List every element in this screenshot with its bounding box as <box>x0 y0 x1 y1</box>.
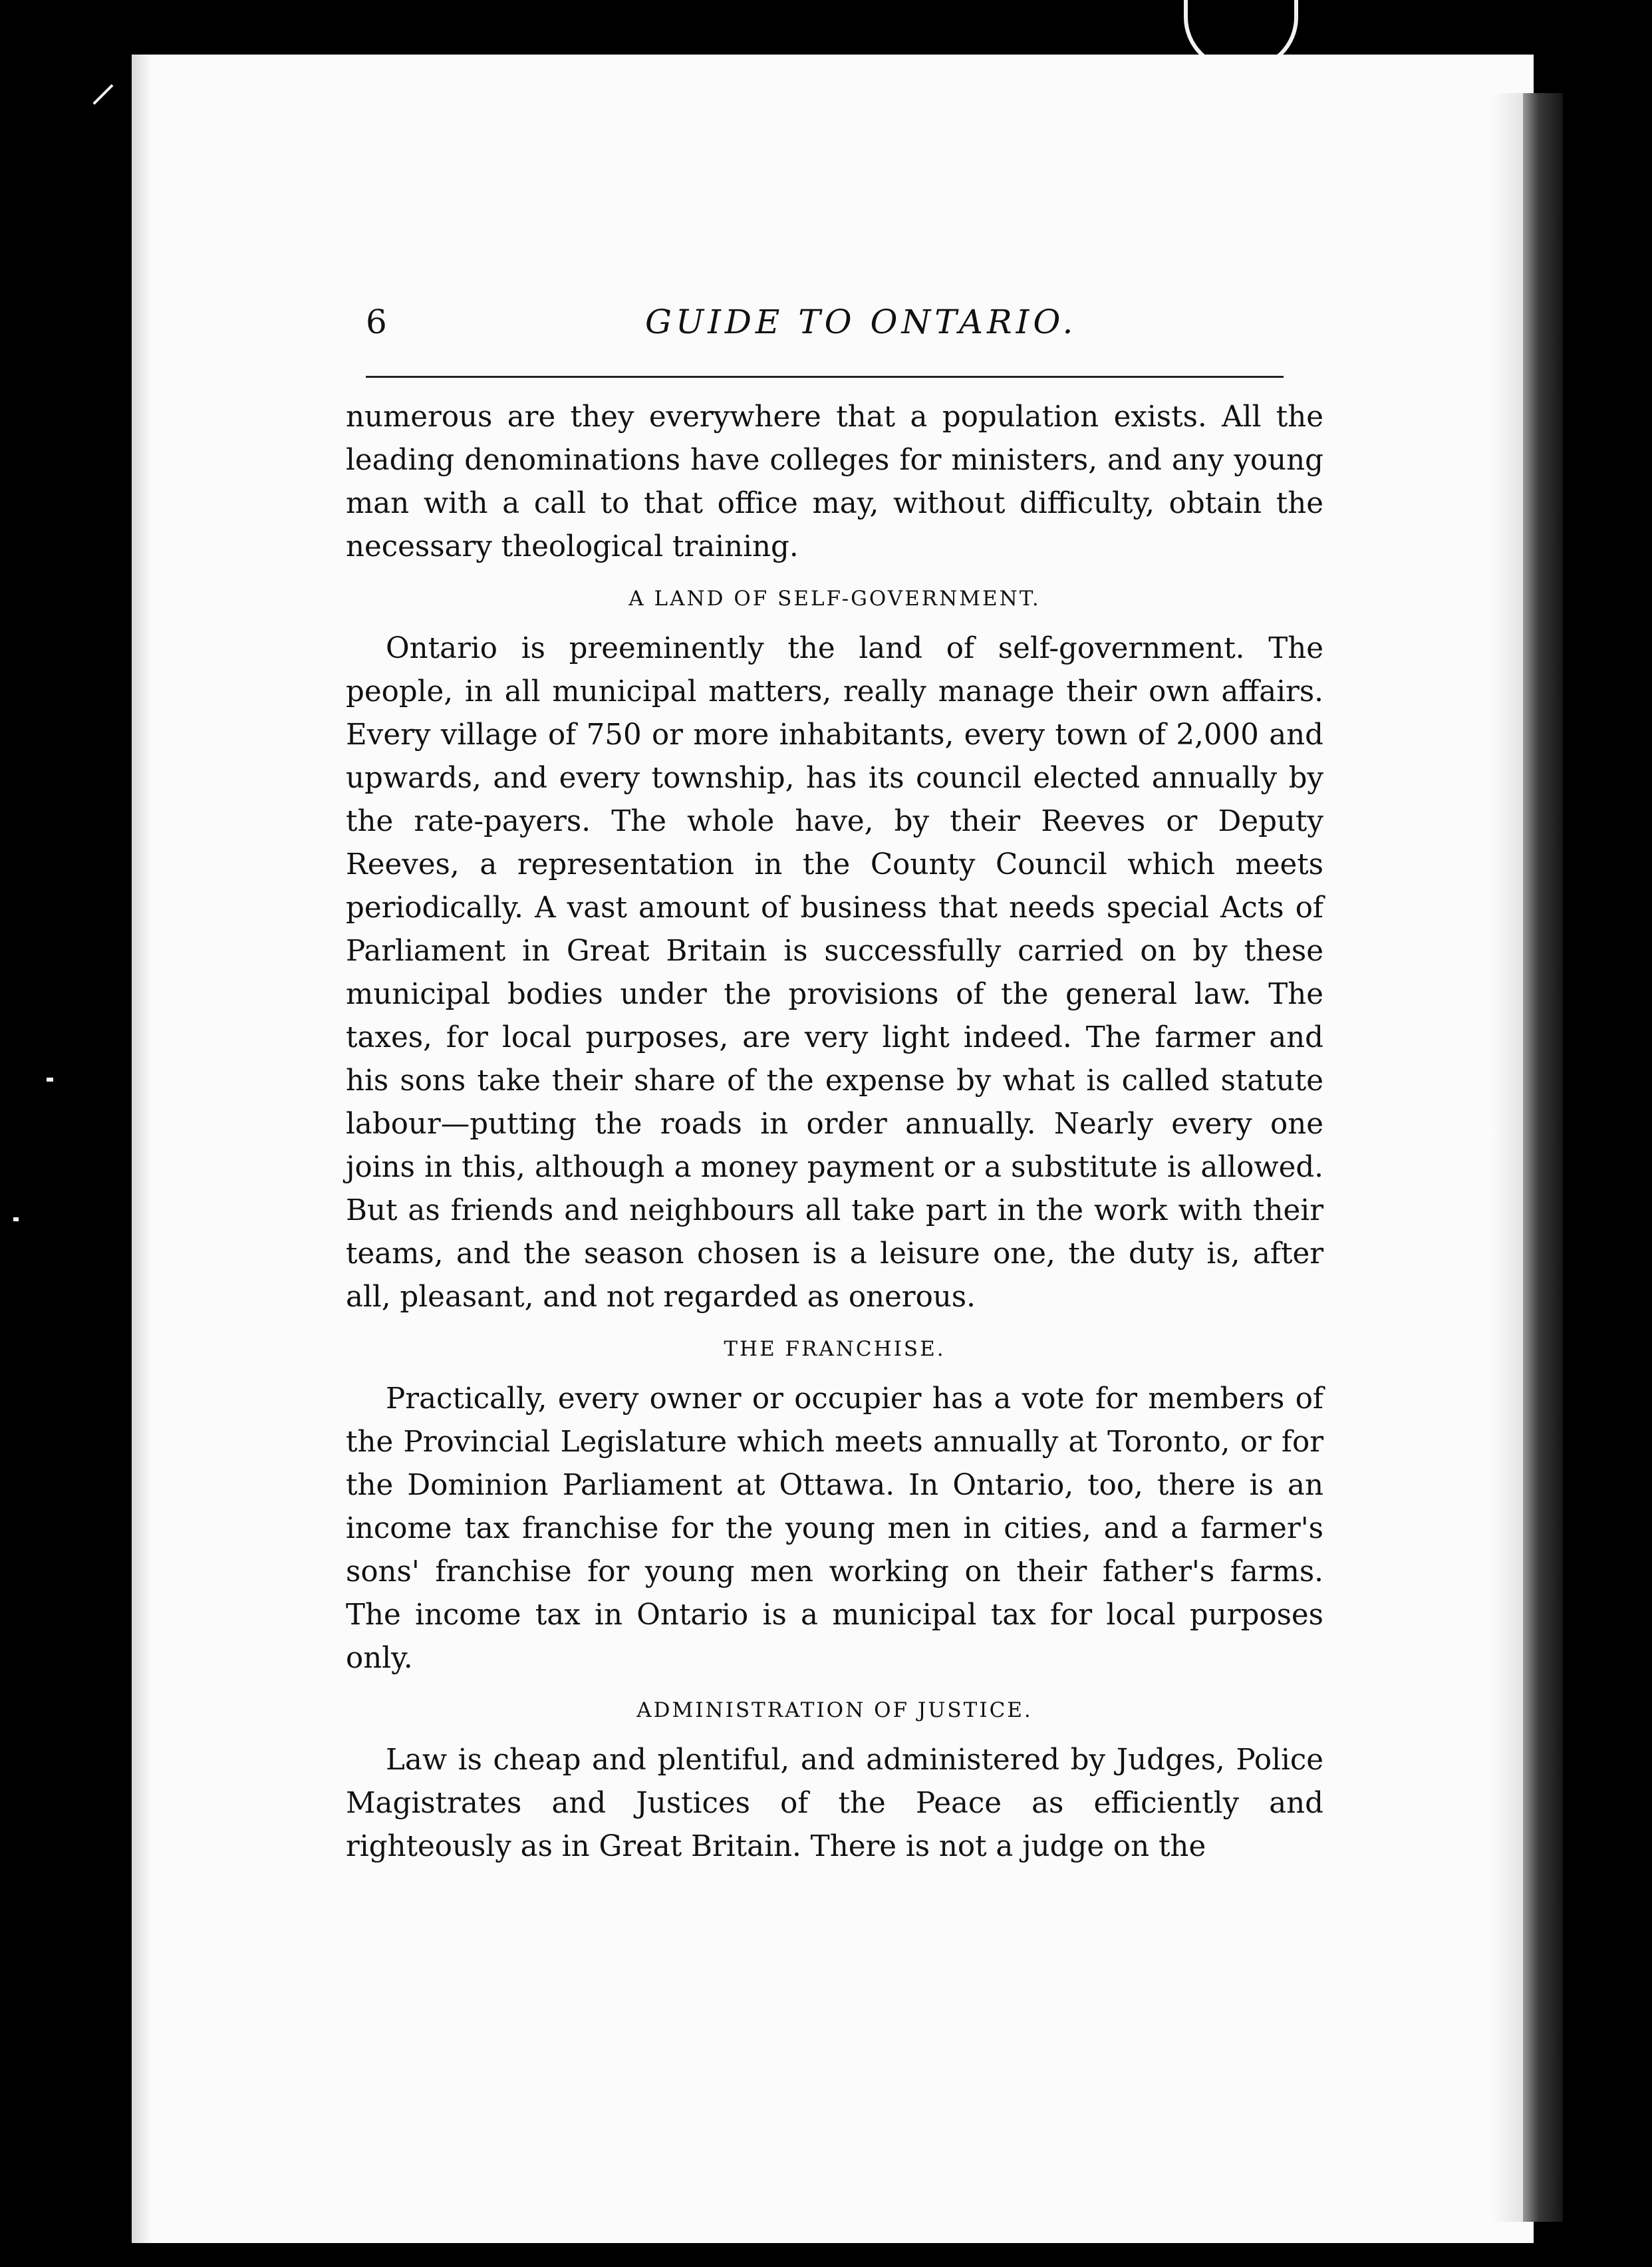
page-gutter <box>1523 93 1563 2222</box>
running-header <box>366 303 1284 363</box>
paragraph-intro: numerous are they everywhere that a population exists. All the leading denominations have colleges for ministers, and any young man with a call to that office may, without difficulty, obtain the necessary theological training. <box>346 400 1323 563</box>
section-heading-self-government: A LAND OF SELF-GOVERNMENT. <box>628 587 1041 611</box>
section-heading-franchise: THE FRANCHISE. <box>724 1337 946 1361</box>
section-heading-justice: ADMINISTRATION OF JUSTICE. <box>636 1698 1033 1722</box>
body-text <box>346 396 1323 1869</box>
paragraph-justice: Law is cheap and plentiful, and administered by Judges, Police Magistrates and Justices of the Peace as efficiently and righteously as in Great Britain. There is not a judge on the <box>346 1743 1323 1863</box>
header-rule <box>366 376 1284 378</box>
scan-artifact-mark <box>47 1078 53 1082</box>
scan-artifact-mark <box>92 84 113 104</box>
page-number: 6 <box>366 303 387 341</box>
page-edge-shadow <box>132 55 152 2243</box>
paragraph-self-government: Ontario is preeminently the land of self-government. The people, in all municipal matters, really manage their own affairs. Every village of 750 or more inhabitants, every town of 2,000 and upwards, and every township, has its council elected annually by the rate-payers. The whole have, by their Reeves or Deputy Reeves, a representation in the County Council which meets periodically. A vast amount of business that needs special Acts of Parliament in Great Britain is successfully carried on by these municipal bodies under the provisions of the general law. The taxes, for local purposes, are very light indeed. The farmer and his sons take their share of the expense by what is called statute labour—putting the roads in order annually. Nearly every one joins in this, although a money payment or a substitute is allowed. But as friends and neighbours all take part in the work with their teams, and the season chosen is a leisure one, the duty is, after all, pleasant, and not regarded as onerous. <box>346 632 1323 1314</box>
page-right-edge <box>1492 93 1523 2222</box>
running-title: GUIDE TO ONTARIO. <box>645 303 1077 341</box>
scan-artifact-mark <box>13 1217 19 1221</box>
paragraph-franchise: Practically, every owner or occupier has a vote for members of the Provincial Legislature which meets annually at Toronto, or for the Dominion Parliament at Ottawa. In Ontario, too, there is an income tax franchise for the young men in cities, and a farmer's sons' franchise for young men working on their father's farms. The income tax in Ontario is a municipal tax for local purposes only. <box>346 1382 1323 1675</box>
